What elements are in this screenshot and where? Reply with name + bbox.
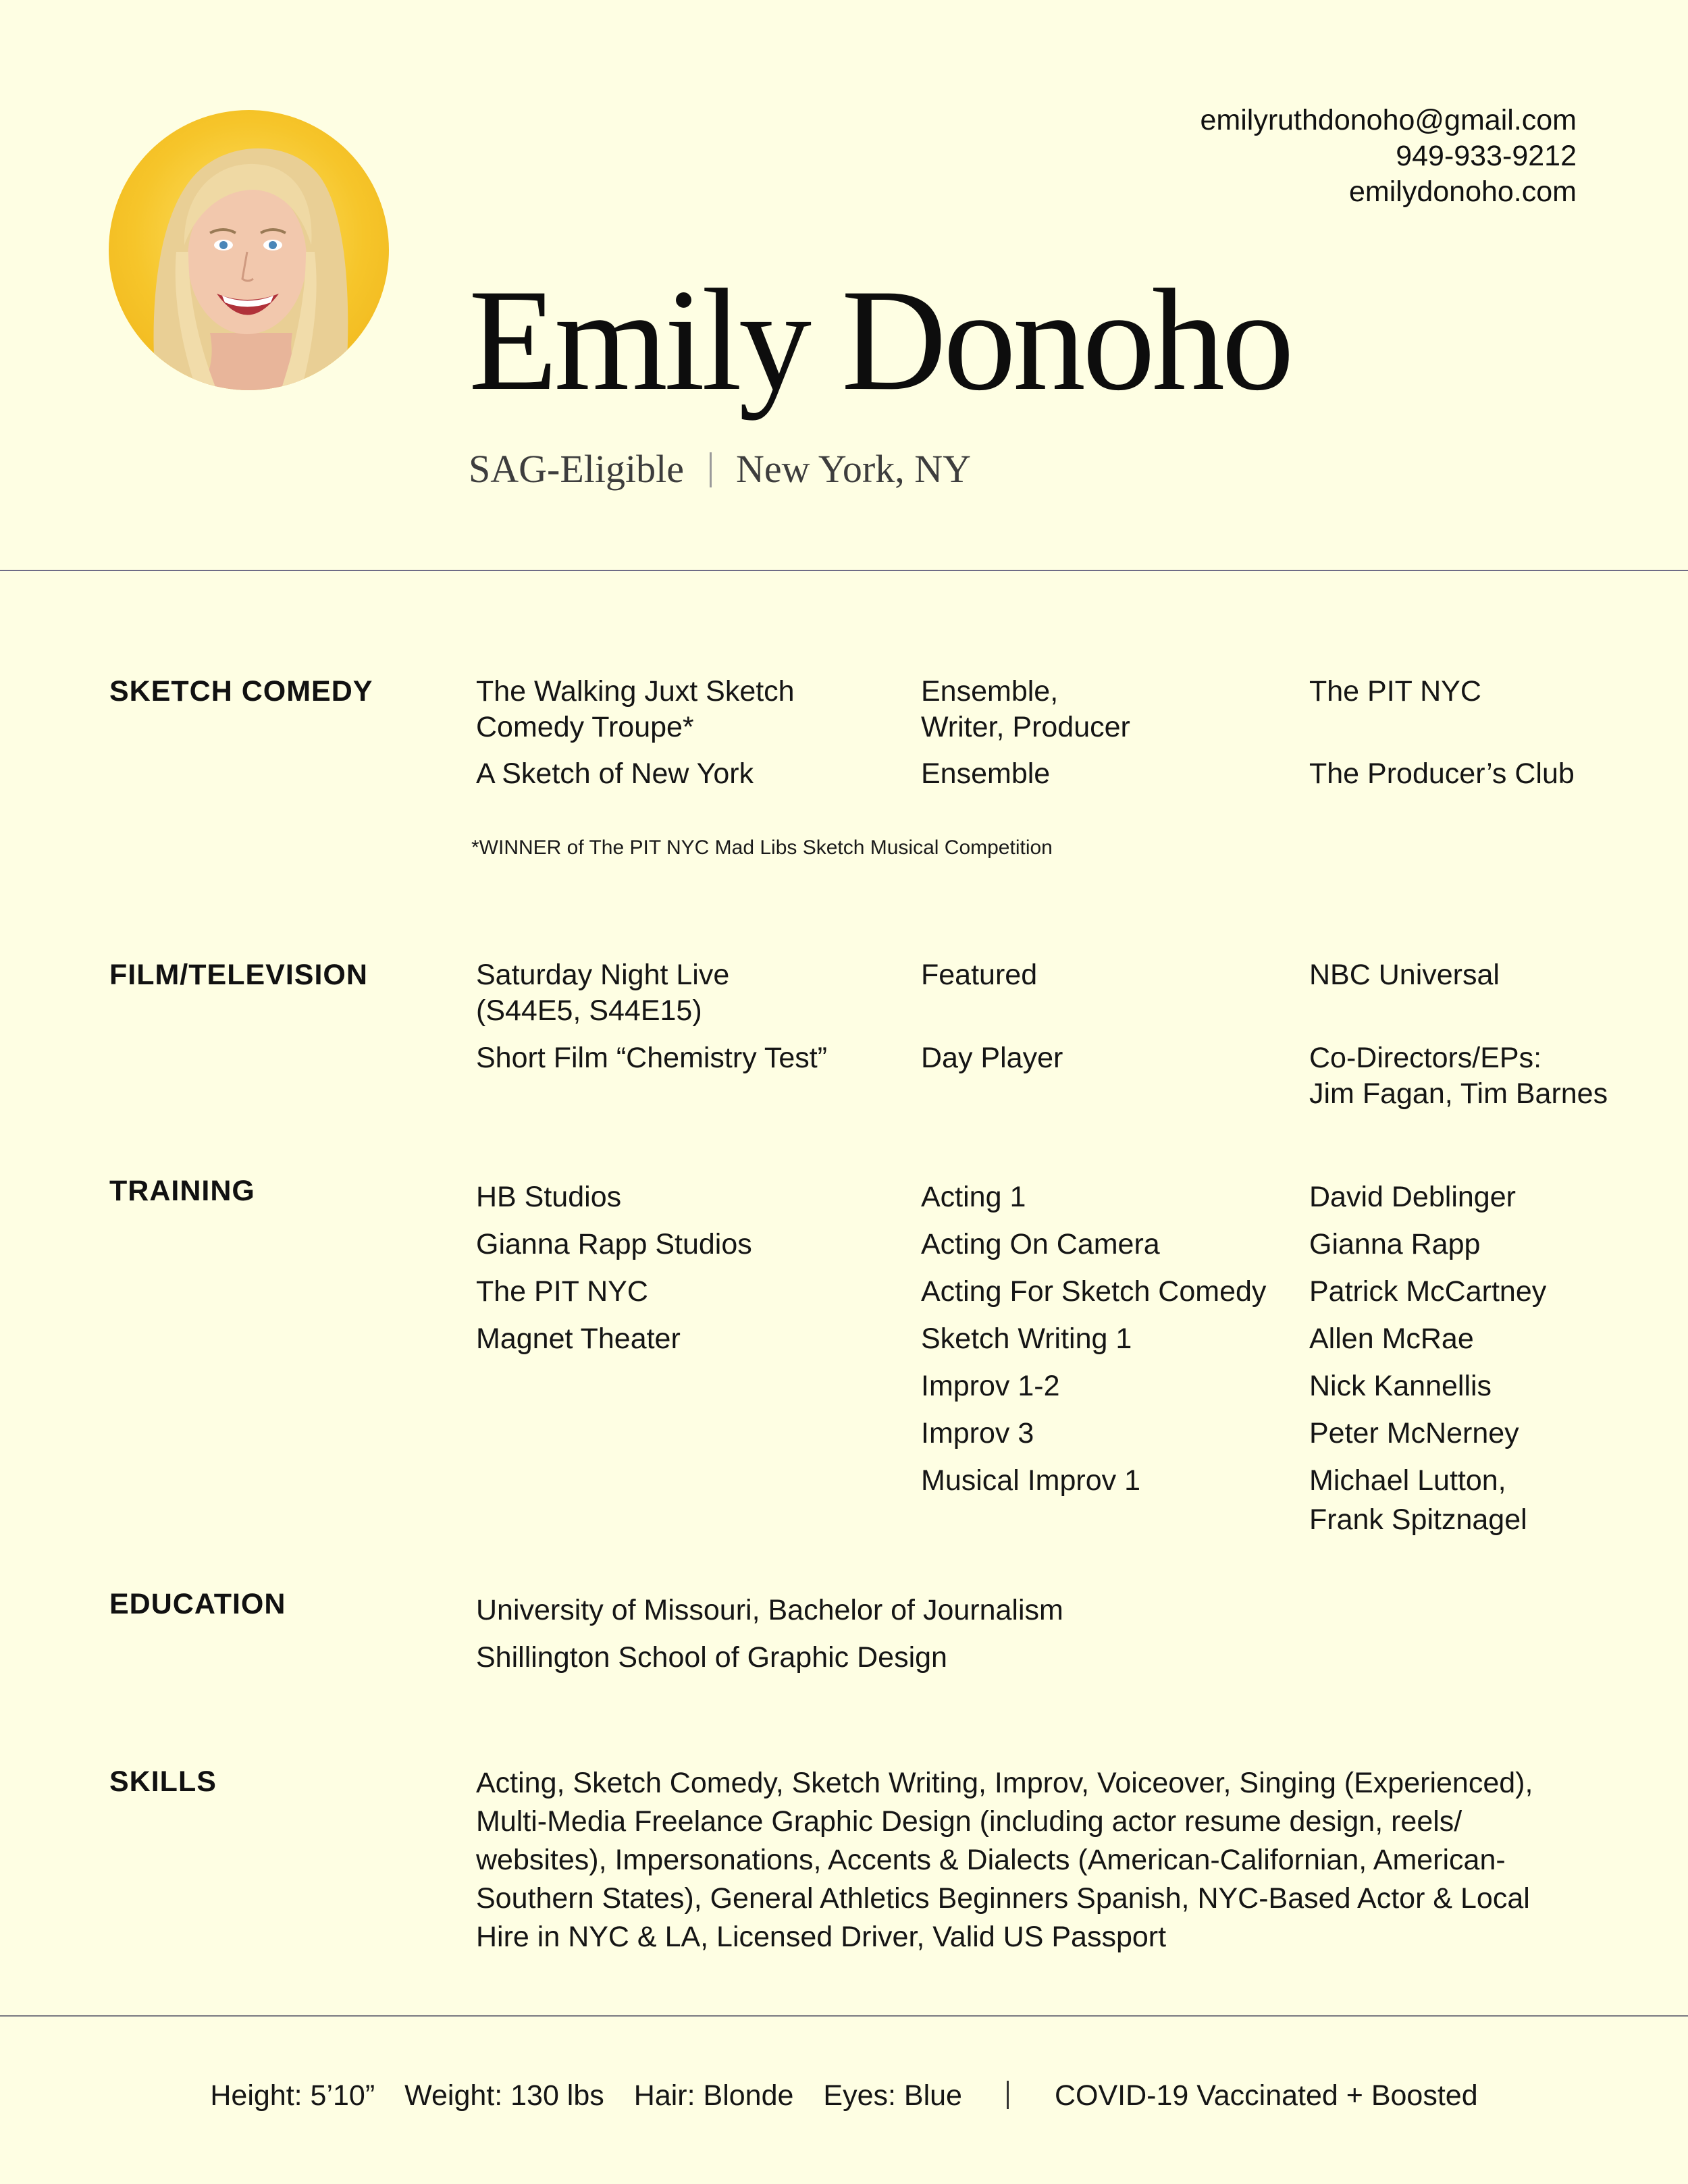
- credit-role: [921, 674, 1130, 745]
- stat-vaccination: COVID-19 Vaccinated + Boosted: [1054, 2079, 1478, 2112]
- contact-phone[interactable]: 949-933-9212: [1396, 140, 1577, 172]
- section-title-film-television: FILM/TELEVISION: [109, 959, 368, 991]
- tagline-divider: [710, 452, 712, 487]
- training-instructor: Nick Kannellis: [1309, 1370, 1492, 1402]
- credit-line: Jim Fagan, Tim Barnes: [1309, 1077, 1608, 1110]
- credit-line: The PIT NYC: [1309, 675, 1481, 708]
- location: New York, NY: [735, 447, 972, 491]
- education-item: University of Missouri, Bachelor of Journalism: [476, 1594, 1063, 1626]
- credit-line: Comedy Troupe*: [476, 711, 694, 743]
- training-course: Acting For Sketch Comedy: [921, 1275, 1267, 1308]
- credit-title: [476, 957, 729, 1029]
- credit-line: The Walking Juxt Sketch: [476, 675, 795, 708]
- stat-height: Height: 5’10”: [210, 2079, 375, 2112]
- footer-divider-bar: [1007, 2081, 1009, 2109]
- training-school: Magnet Theater: [476, 1323, 681, 1355]
- stat-hair: Hair: Blonde: [633, 2079, 794, 2112]
- section-title-skills: SKILLS: [109, 1765, 217, 1798]
- credit-title: Short Film “Chemistry Test”: [476, 1042, 828, 1074]
- contact-website[interactable]: emilydonoho.com: [1348, 176, 1577, 208]
- training-school: The PIT NYC: [476, 1275, 648, 1308]
- training-course: Improv 1-2: [921, 1370, 1060, 1402]
- credit-venue: [1309, 674, 1481, 710]
- footer-divider: [0, 2015, 1688, 2017]
- credit-line: Saturday Night Live: [476, 959, 730, 991]
- training-school: HB Studios: [476, 1181, 622, 1213]
- training-instructor: Peter McNerney: [1309, 1417, 1519, 1449]
- section-title-education: EDUCATION: [109, 1588, 286, 1620]
- training-instructor: Allen McRae: [1309, 1323, 1474, 1355]
- stat-eyes: Eyes: Blue: [823, 2079, 962, 2112]
- training-courses: [921, 1173, 1266, 1504]
- training-course: Musical Improv 1: [921, 1464, 1140, 1497]
- contact-email[interactable]: emilyruthdonoho@gmail.com: [1200, 104, 1577, 136]
- physical-stats-footer: [0, 2078, 1688, 2114]
- credit-title: [476, 674, 795, 745]
- credit-venue: [1309, 1040, 1608, 1112]
- credit-title: A Sketch of New York: [476, 757, 754, 790]
- award-footnote: *WINNER of The PIT NYC Mad Libs Sketch Musical Competition: [471, 836, 1053, 859]
- training-instructor: David Deblinger: [1309, 1181, 1516, 1213]
- skills-text: Acting, Sketch Comedy, Sketch Writing, Improv, Voiceover, Singing (Experienced), Multi-Media Freelance Graphic Design (including actor resume design, reels/ websites), Impersonations, Accents & Dialects (American-Californian, American-Southern States), General Athletics Beginners Spanish, NYC-Based Actor & Local Hire in NYC & LA, Licensed Driver, Valid US Passport: [476, 1767, 1533, 1953]
- credit-venue: The Producer’s Club: [1309, 757, 1575, 790]
- candidate-name: Emily Donoho: [469, 259, 1291, 421]
- credit-line: Ensemble,: [921, 675, 1059, 708]
- training-instructor: Michael Lutton,: [1309, 1464, 1506, 1497]
- header-divider: [0, 570, 1688, 571]
- credit-role: Ensemble: [921, 757, 1051, 790]
- credit-line: Writer, Producer: [921, 711, 1130, 743]
- section-title-sketch-comedy: SKETCH COMEDY: [109, 675, 373, 708]
- headshot-illustration: [109, 110, 389, 390]
- credit-role: Day Player: [921, 1042, 1063, 1074]
- contact-block: [1200, 103, 1577, 210]
- credit-line: (S44E5, S44E15): [476, 994, 702, 1027]
- education-list: [476, 1587, 1063, 1681]
- tagline: [469, 446, 971, 493]
- credit-line: Co-Directors/EPs:: [1309, 1042, 1542, 1074]
- training-instructors: [1309, 1173, 1546, 1504]
- training-course: Acting 1: [921, 1181, 1026, 1213]
- section-title-training: TRAINING: [109, 1175, 255, 1207]
- training-course: Improv 3: [921, 1417, 1034, 1449]
- training-school: Gianna Rapp Studios: [476, 1228, 752, 1260]
- headshot-photo: [109, 110, 389, 390]
- education-item: Shillington School of Graphic Design: [476, 1641, 947, 1674]
- credit-venue: NBC Universal: [1309, 959, 1500, 991]
- union-status: SAG-Eligible: [469, 447, 684, 491]
- training-instructor: Gianna Rapp: [1309, 1228, 1481, 1260]
- training-course: Sketch Writing 1: [921, 1323, 1132, 1355]
- credit-role: Featured: [921, 959, 1038, 991]
- training-schools: [476, 1173, 752, 1362]
- training-instructor: Frank Spitznagel: [1309, 1503, 1527, 1536]
- training-course: Acting On Camera: [921, 1228, 1160, 1260]
- stat-weight: Weight: 130 lbs: [404, 2079, 604, 2112]
- training-instructor: Patrick McCartney: [1309, 1275, 1547, 1308]
